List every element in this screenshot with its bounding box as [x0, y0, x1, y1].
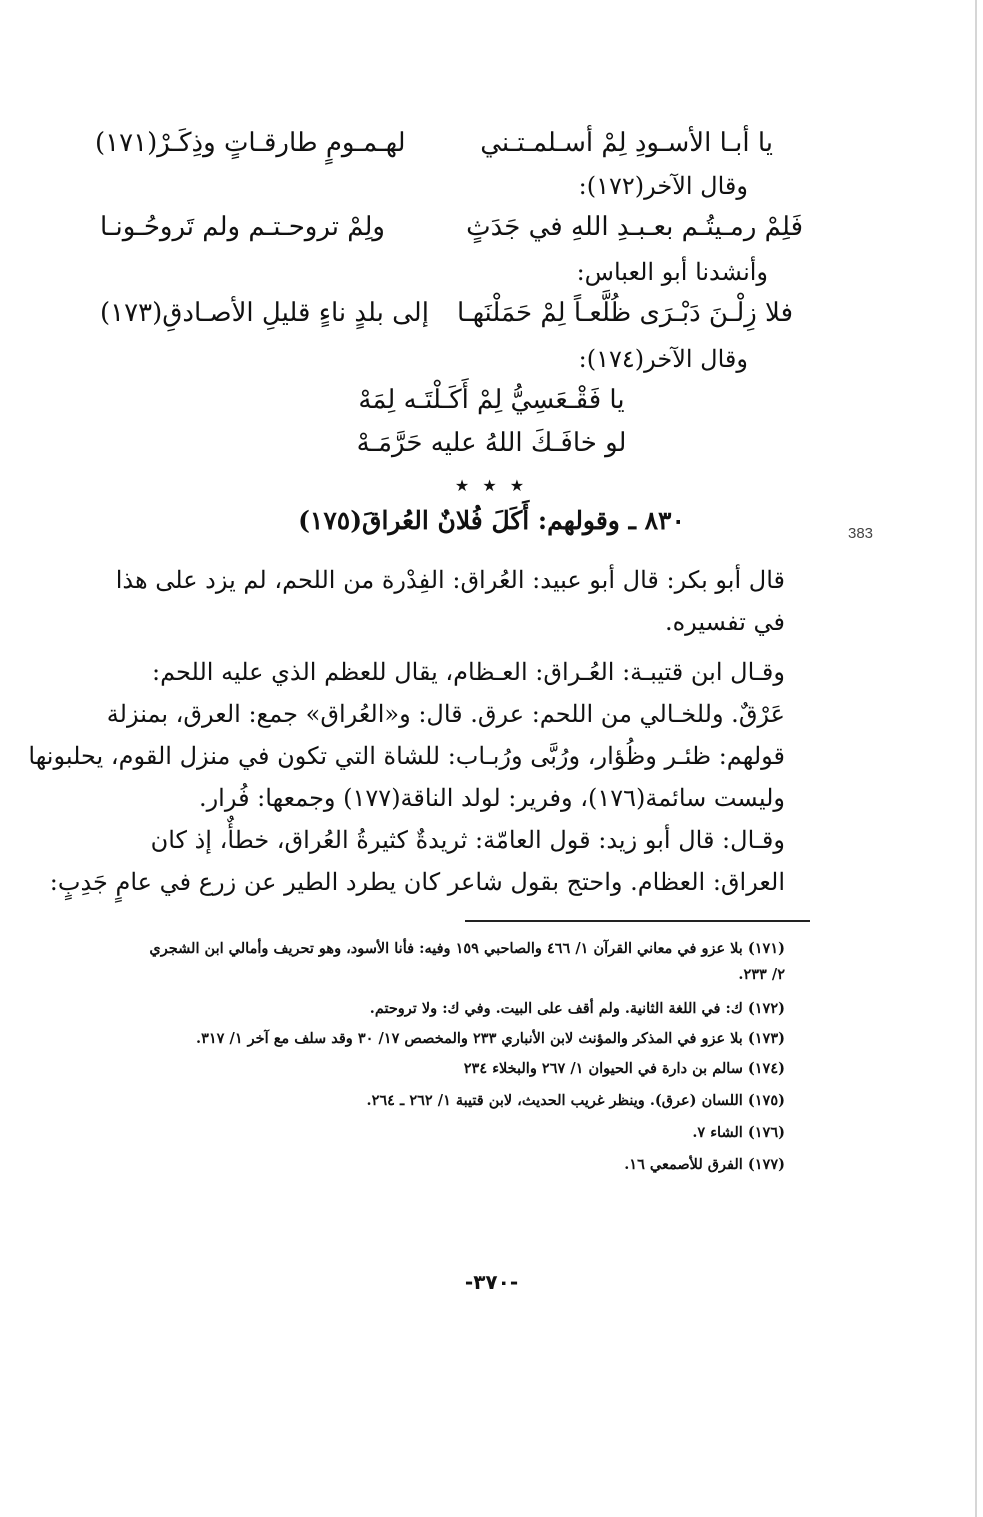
footnote-172: (١٧٢) ك: في اللغة الثانية. ولم أقف على البيت. وفي ك: ولا تروحتم. — [369, 1000, 785, 1017]
intro-line-3: وقال الآخر(١٧٤): — [578, 345, 748, 373]
footnote-177: (١٧٧) الفرق للأصمعي ١٦. — [624, 1156, 785, 1173]
para-2-line-4: وليست سائمة(١٧٦)، وفرير: لولد الناقة(١٧٧) وجمعها: فُرار. — [198, 784, 785, 812]
para-1-line-2: في تفسيره. — [664, 608, 785, 636]
poem-4-line-2: لو خافَـكَ اللهُ عليه حَرَّمَـهْ — [356, 428, 627, 458]
poem-4-line-1: يا فَقْـعَسِيُّ لِمْ أَكَـلْتَـه لِمَهْ — [358, 385, 625, 415]
footnote-176: (١٧٦) الشاء ٧. — [692, 1124, 785, 1141]
poem-3-left-hemistich: إلى بلدٍ ناءٍ قليلِ الأصـادقِ(١٧٣) — [100, 298, 429, 328]
para-3-line-1: وقـال: قال أبو زيد: قول العامّة: ثريدةٌ كثيرةُ العُراق، خطأٌ، إذ كان — [150, 826, 785, 854]
page-number: -٣٧٠- — [464, 1270, 519, 1294]
footnote-171: (١٧١) بلا عزو في معاني القرآن ١/ ٤٦٦ والصاحبي ١٥٩ وفيه: فأنا الأسود، وهو تحريف وأمالي ابن الشجري — [149, 940, 785, 957]
para-2-line-3: قولهم: ظئـر وظُؤار، ورُبَّى ورُبـاب: للشاة التي تكون في منزل القوم، يحلبونها — [28, 742, 785, 770]
footnote-separator — [465, 920, 810, 922]
section-heading: ٨٣٠ ـ وقولهم: أَكَلَ فُلانٌ العُراقَ(١٧٥) — [298, 506, 685, 535]
para-2-line-1: وقـال ابن قتيبـة: العُـراق: العـظام، يقال للعظم الذي عليه اللحم: — [152, 658, 785, 686]
para-1-line-1: قال أبو بكر: قال أبو عبيد: العُراق: الفِدْرة من اللحم، لم يزد على هذا — [115, 566, 785, 594]
intro-line-2: وأنشدنا أبو العباس: — [576, 258, 768, 286]
para-3-line-2: العراق: العظام. واحتج بقول شاعر كان يطرد الطير عن زرع في عامٍ جَدِبٍ: — [49, 868, 785, 896]
para-2-line-2: عَرْقٌ. وللخـالي من اللحم: عرق. قال: و«العُراق» جمع: العرق، بمنزلة — [106, 700, 785, 728]
footnote-171-continued: ٢/ ٢٣٣. — [738, 966, 785, 983]
poem-1-left-hemistich: لهـمـومٍ طارقـاتٍ وذِكَـرْ(١٧١) — [95, 128, 406, 158]
poem-2-right-hemistich: فَلِمْ رمـيتُـم بعـبـدِ اللهِ في جَدَثٍ — [466, 212, 803, 242]
poem-3-right-hemistich: فلا زِلْـنَ دَبْـرَى ظُلَّعـاً لِمْ حَمَلْنَهـا — [457, 298, 793, 328]
poem-1-right-hemistich: يا أبـا الأسـودِ لِمْ أسـلمـتـني — [480, 128, 773, 158]
section-separator-stars: ★ ★ ★ — [454, 476, 529, 495]
margin-page-number: 383 — [848, 525, 874, 542]
footnote-174: (١٧٤) سالم بن دارة في الحيوان ١/ ٢٦٧ والبخلاء ٢٣٤ — [463, 1060, 785, 1077]
intro-line-1: وقال الآخر(١٧٢): — [578, 172, 748, 200]
poem-2-left-hemistich: ولِمْ تروحـتـم ولم تَروحُـونـا — [100, 212, 385, 242]
footnote-175: (١٧٥) اللسان (عرق). وينظر غريب الحديث، لابن قتيبة ١/ ٢٦٢ ـ ٢٦٤. — [366, 1092, 785, 1109]
footnote-173: (١٧٣) بلا عزو في المذكر والمؤنث لابن الأنباري ٢٣٣ والمخصص ١٧/ ٣٠ وقد سلف مع آخر ١/ ٣١٧. — [196, 1030, 785, 1047]
